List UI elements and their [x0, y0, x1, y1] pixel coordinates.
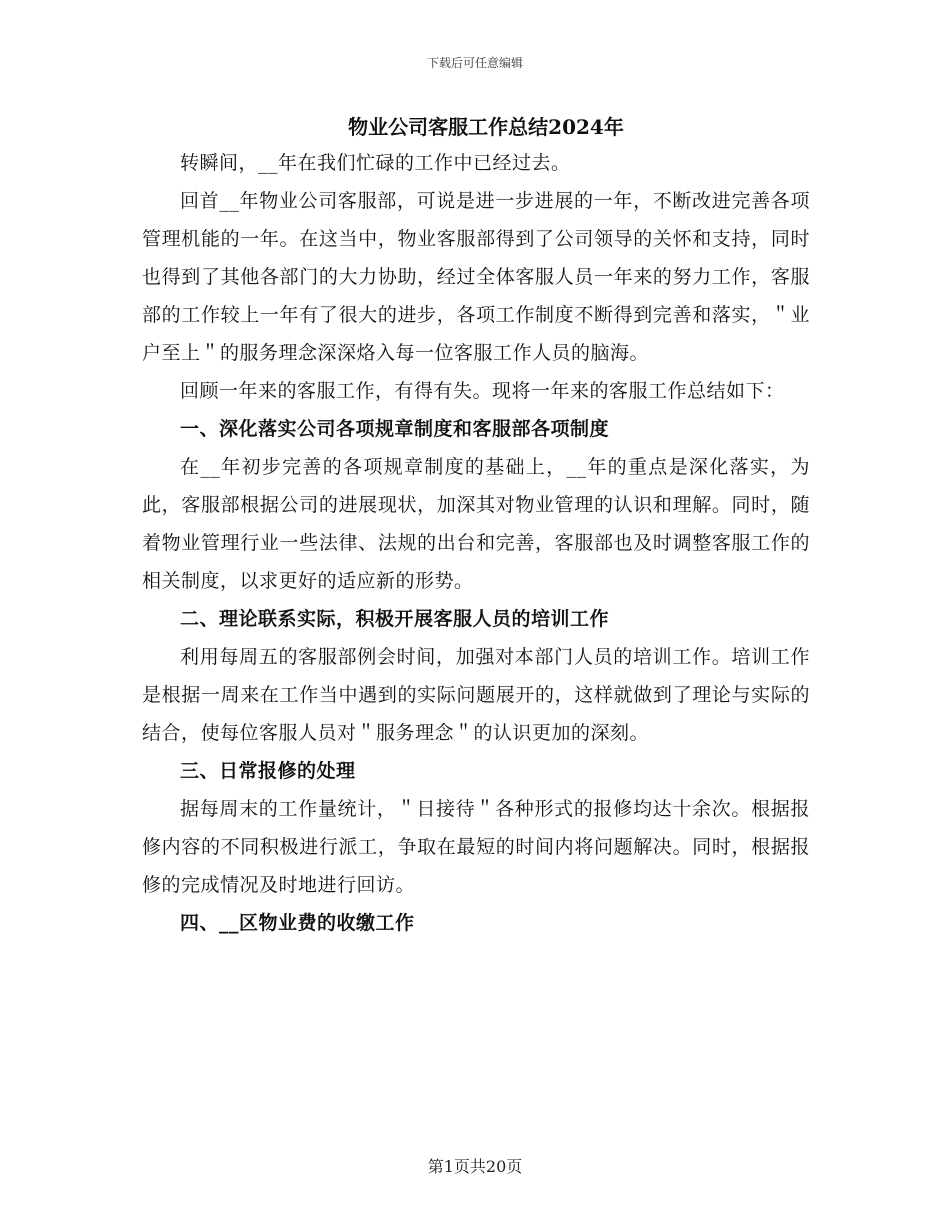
document-title: 物业公司客服工作总结2024年 — [348, 115, 624, 139]
header-note: 下载后可任意编辑 — [426, 56, 523, 70]
paragraph: 在__年初步完善的各项规章制度的基础上，__年的重点是深化落实，为此，客服部根据公司的进展现状，加深其对物业管理的认识和理解。同时，随着物业管理行业一些法律、法规的出台和完善，客服部也及时调整客服工作的相关制度，以求更好的适应新的形势。 — [142, 456, 810, 592]
document-body — [142, 110, 810, 942]
section-heading: 四、__区物业费的收缴工作 — [180, 912, 415, 934]
paragraph: 转瞬间，__年在我们忙碌的工作中已经过去。 — [180, 152, 571, 174]
paragraph: 回顾一年来的客服工作，有得有失。现将一年来的客服工作总结如下： — [180, 380, 785, 402]
page-footer: 第1页共20页 — [427, 1157, 523, 1176]
paragraph: 利用每周五的客服部例会时间，加强对本部门人员的培训工作。培训工作是根据一周来在工作当中遇到的实际问题展开的，这样就做到了理论与实际的结合，使每位客服人员对＂服务理念＂的认识更加的深刻。 — [142, 646, 810, 744]
section-heading: 一、深化落实公司各项规章制度和客服部各项制度 — [180, 418, 610, 440]
section-heading: 二、理论联系实际，积极开展客服人员的培训工作 — [180, 608, 610, 630]
paragraph: 据每周末的工作量统计，＂日接待＂各种形式的报修均达十余次。根据报修内容的不同积极进行派工，争取在最短的时间内将问题解决。同时，根据报修的完成情况及时地进行回访。 — [142, 798, 810, 896]
section-heading: 三、日常报修的处理 — [180, 760, 356, 782]
paragraph: 回首__年物业公司客服部，可说是进一步进展的一年，不断改进完善各项管理机能的一年。在这当中，物业客服部得到了公司领导的关怀和支持，同时也得到了其他各部门的大力协助，经过全体客服人员一年来的努力工作，客服部的工作较上一年有了很大的进步，各项工作制度不断得到完善和落实，＂业户至上＂的服务理念深深烙入每一位客服工作人员的脑海。 — [142, 190, 810, 364]
